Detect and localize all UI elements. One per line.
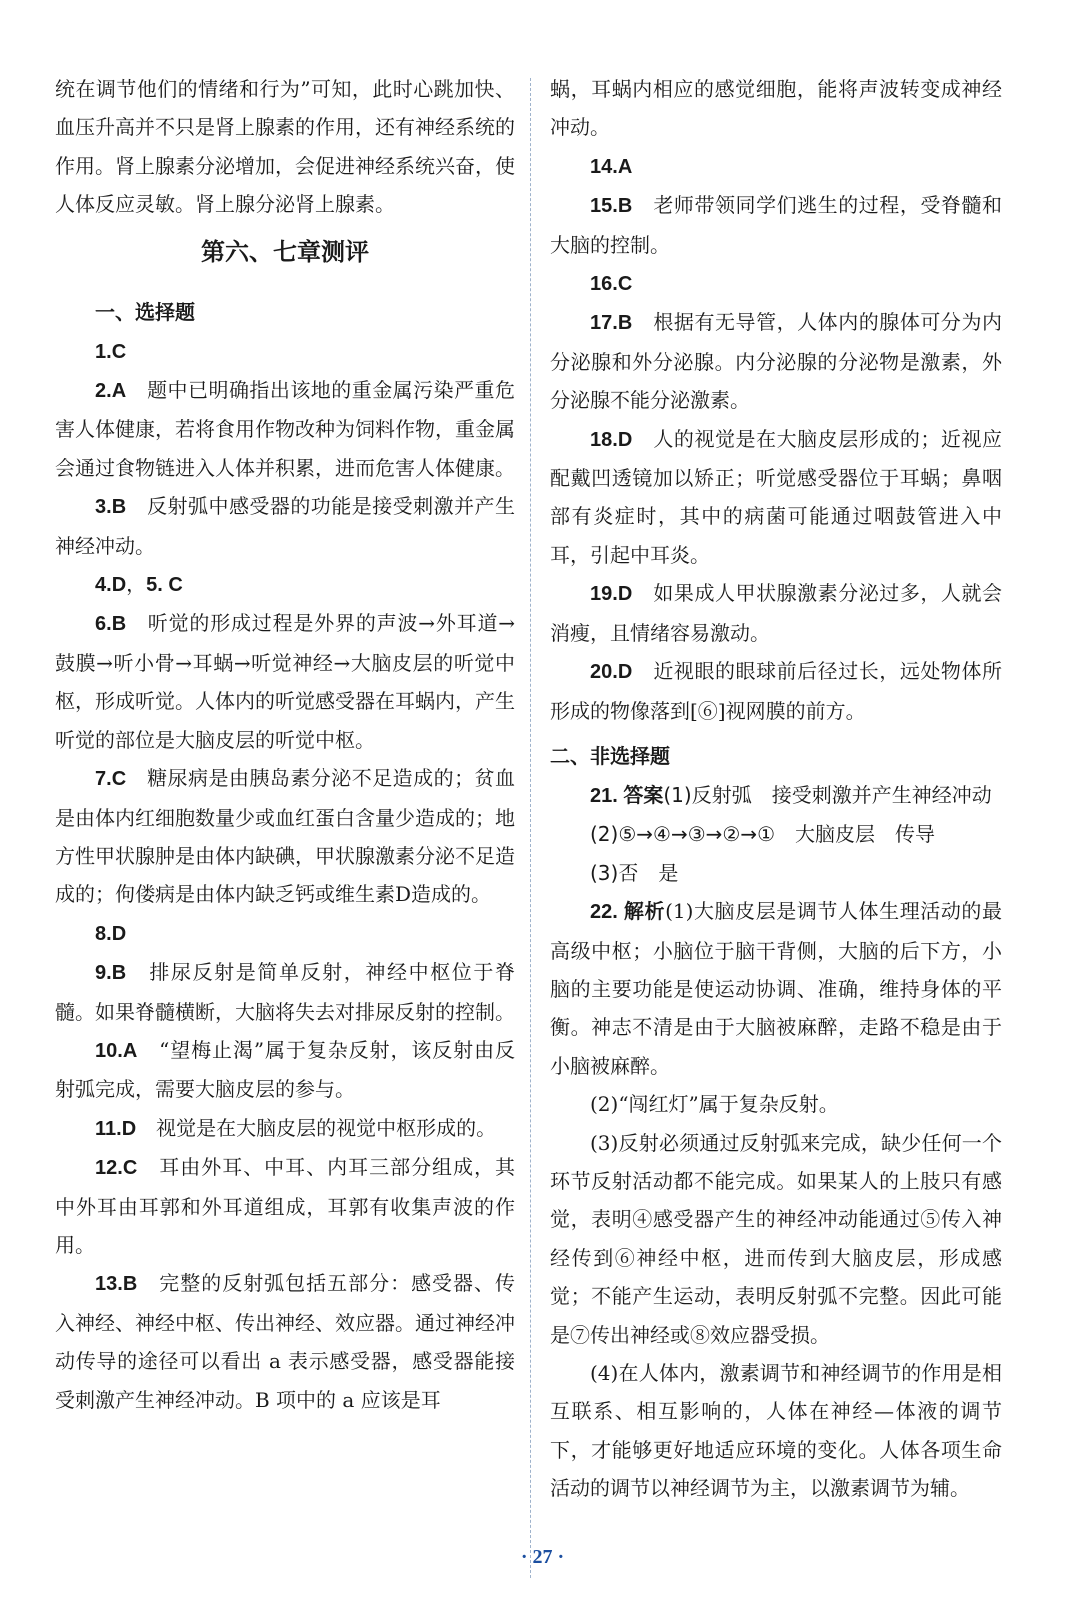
page-number: · 27 · (520, 1546, 565, 1568)
answer-item: 7.C 糖尿病是由胰岛素分泌不足造成的；贫血是由体内红细胞数量少或血红蛋白含量少造成的；地方性甲状腺肿是由体内缺碘，甲状腺激素分泌不足造成的；佝偻病是由体内缺乏钙或维生素D造成的。 (55, 766, 516, 907)
section-nonchoice-heading: 二、非选择题 (550, 743, 670, 768)
left-column (55, 70, 515, 1419)
answer-item: 11.D 视觉是在大脑皮层的视觉中枢形成的。 (95, 1115, 497, 1140)
answer-item: 6.B 听觉的形成过程是外界的声波→外耳道→鼓膜→听小骨→耳蜗→听觉神经→大脑皮层的听觉中枢，形成听觉。人体内的听觉感受器在耳蜗内，产生听觉的部位是大脑皮层的听觉中枢。 (55, 611, 516, 752)
answer-item: 1.C (95, 340, 127, 363)
section-choice-heading: 一、选择题 (95, 299, 195, 324)
answer-item: 14.A (590, 155, 633, 178)
answer-item: 3.B 反射弧中感受器的功能是接受刺激并产生神经冲动。 (55, 494, 516, 558)
answer-item: 16.C (590, 273, 633, 296)
answer-item: 10.A “望梅止渴”属于复杂反射，该反射由反射弧完成，需要大脑皮层的参与。 (55, 1037, 516, 1102)
answer-item: 8.D (95, 922, 127, 945)
q21-line3: (3)否 是 (590, 860, 679, 885)
answer-item: 13.B 完整的反射弧包括五部分：感受器、传入神经、神经中枢、传出神经、效应器。通过神经冲动传导的途径可以看出 a 表示感受器，感受器能接受刺激产生神经冲动。B 项中的 a 应该是耳 (55, 1271, 516, 1412)
column-divider (530, 78, 531, 1578)
answer-item: 12.C 耳由外耳、中耳、内耳三部分组成，其中外耳由耳郭和外耳道组成，耳郭有收集声波的作用。 (55, 1155, 516, 1257)
q22-part4: (4)在人体内，激素调节和神经调节的作用是相互联系、相互影响的，人体在神经—体液的调节下，才能够更好地适应环境的变化。人体各项生命活动的调节以神经调节为主，以激素调节为辅。 (550, 1361, 1002, 1501)
continued-paragraph: 蜗，耳蜗内相应的感觉细胞，能将声波转变成神经冲动。 (550, 77, 1002, 140)
q22-analysis: 22. 解析(1)大脑皮层是调节人体生理活动的最高级中枢；小脑位于脑干背侧，大脑的后下方，小脑的主要功能是使运动协调、准确，维持身体的平衡。神志不清是由于大脑被麻醉，走路不稳是由于小脑被麻醉。 (550, 899, 1002, 1078)
answer-item: 9.B 排尿反射是简单反射，神经中枢位于脊髓。如果脊髓横断，大脑将失去对排尿反射的控制。 (55, 960, 516, 1024)
q22-part3: (3)反射必须通过反射弧来完成，缺少任何一个环节反射活动都不能完成。如果某人的上肢只有感觉，表明④感受器产生的神经冲动能通过⑤传入神经传到⑥神经中枢，进而传到大脑皮层，形成感觉；不能产生运动，表明反射弧不完整。因此可能是⑦传出神经或⑧效应器受损。 (550, 1130, 1002, 1347)
intro-paragraph: 统在调节他们的情绪和行为”可知，此时心跳加快、血压升高并不只是肾上腺素的作用，还有神经系统的作用。肾上腺素分泌增加，会促进神经系统兴奋，使人体反应灵敏。肾上腺分泌肾上腺素。 (55, 77, 515, 217)
answer-item: 18.D 人的视觉是在大脑皮层形成的；近视应配戴凹透镜加以矫正；听觉感受器位于耳蜗；鼻咽部有炎症时，其中的病菌可能通过咽鼓管进入中耳，引起中耳炎。 (550, 426, 1003, 567)
answer-item: 20.D 近视眼的眼球前后径过长，远处物体所形成的物像落到[⑥]视网膜的前方。 (550, 659, 1003, 723)
q22-part2: (2)“闯红灯”属于复杂反射。 (590, 1092, 839, 1117)
answer-item: 2.A 题中已明确指出该地的重金属污染严重危害人体健康，若将食用作物改种为饲料作物，重金属会通过食物链进入人体并积累，进而危害人体健康。 (55, 378, 516, 480)
q21-line2: (2)⑤→④→③→②→① 大脑皮层 传导 (590, 822, 936, 847)
right-column (550, 70, 1002, 1508)
chapter-title: 第六、七章测评 (201, 237, 369, 266)
answer-item: 19.D 如果成人甲状腺激素分泌过多，人就会消瘦，且情绪容易激动。 (550, 581, 1003, 645)
answer-item: 4.D，5. C (95, 572, 183, 597)
answer-item: 17.B 根据有无导管，人体内的腺体可分为内分泌腺和外分泌腺。内分泌腺的分泌物是激素，外分泌腺不能分泌激素。 (550, 310, 1003, 413)
q21-answer: 21. 答案(1)反射弧 接受刺激并产生神经冲动 (590, 782, 992, 807)
answer-item: 15.B 老师带领同学们逃生的过程，受脊髓和大脑的控制。 (550, 193, 1003, 257)
